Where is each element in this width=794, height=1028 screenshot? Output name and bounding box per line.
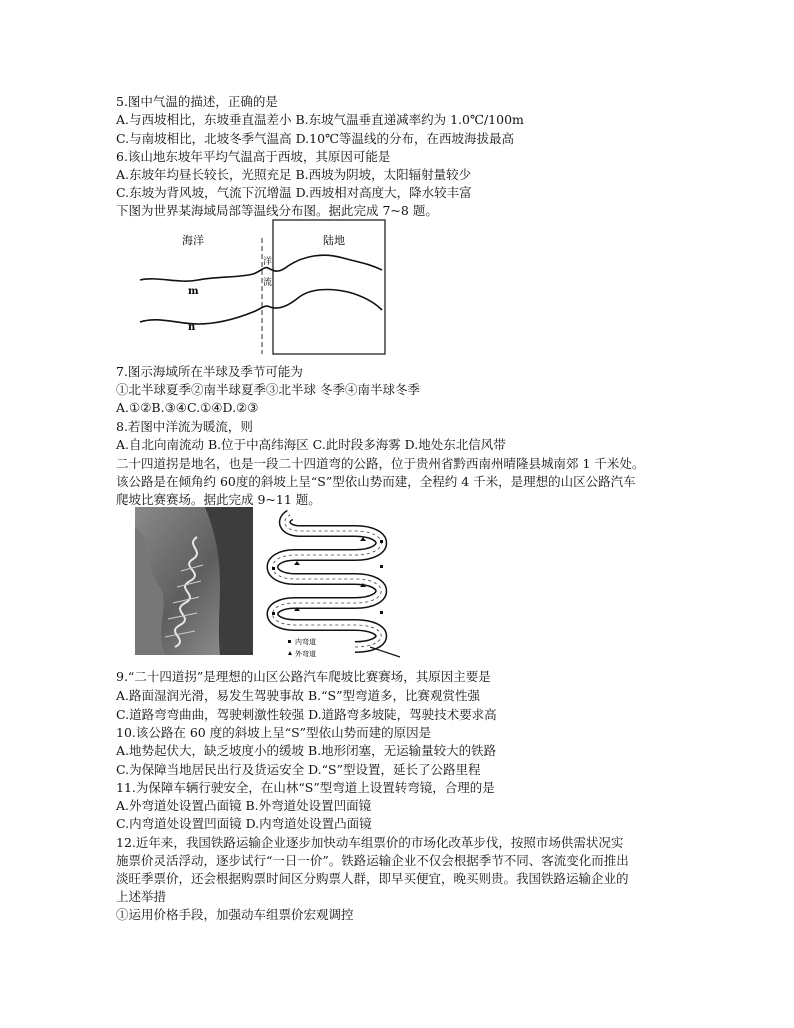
current-label-2: 流 [263, 278, 273, 288]
s-curve-road-diagram [260, 507, 410, 667]
q9-options-ab: A.路面湿润光滑，易发生驾驶事故 B.“S”型弯道多，比赛观赏性强 [116, 688, 480, 703]
q6-options-cd: C.东坡为背风坡，气流下沉增温 D.西坡相对高度大，降水较丰富 [116, 185, 472, 200]
q12-line3: 淡旺季票价，还会根据购票时间区分购票人群，即早买便宜，晚买则贵。我国铁路运输企业的 [116, 871, 629, 886]
q7-options: A.①②B.③④C.①④D.②③ [116, 400, 259, 415]
q7-stem: 7.图示海域所在半球及季节可能为 [116, 364, 303, 379]
land-label: 陆地 [323, 234, 345, 247]
legend-outer-label: 外弯道 [295, 650, 316, 658]
legend-inner-label: 内弯道 [295, 638, 316, 646]
isotherm-m-line [140, 255, 382, 281]
q8-options: A.自北向南流动 B.位于中高纬海区 C.此时段多海雾 D.地处东北信风带 [116, 437, 506, 452]
q6-options-ab: A.东坡年均昼长较长，光照充足 B.西坡为阴坡，太阳辐射量较少 [116, 167, 472, 182]
isotherm-figure [138, 218, 394, 358]
q7-choices: ①北半球夏季②南半球夏季③北半球 冬季④南半球冬季 [116, 382, 420, 397]
q12-line4: 上述举措 [116, 889, 167, 904]
q8-stem: 8.若图中洋流为暖流，则 [116, 419, 253, 434]
q5-options-cd: C.与南坡相比，北坡冬季气温高 D.10℃等温线的分布，在西坡海拔最高 [116, 131, 515, 146]
q5-options-ab: A.与西坡相比，东坡垂直温差小 B.东坡气温垂直递减率约为 1.0℃/100m [116, 112, 524, 127]
intro-9-11-line1: 二十四道拐是地名，也是一段二十四道弯的公路，位于贵州省黔西南州晴隆县城南郊 1 千米处。 [116, 456, 645, 471]
intro-9-11-line3: 爬坡比赛赛场。据此完成 9~11 题。 [116, 492, 321, 507]
q11-options-ab: A.外弯道处设置凸面镜 B.外弯道处设置凹面镜 [116, 798, 372, 813]
isotherm-m-label: m [188, 286, 199, 297]
q10-options-ab: A.地势起伏大，缺乏坡度小的缓坡 B.地形闭塞，无运输量较大的铁路 [116, 743, 497, 758]
isotherm-n-label: n [188, 322, 196, 333]
q9-stem: 9.“二十四道拐”是理想的山区公路汽车爬坡比赛赛场，其原因主要是 [116, 669, 491, 684]
q10-stem: 10.该公路在 60 度的斜坡上呈“S”型依山势而建的原因是 [116, 725, 432, 740]
q6-stem: 6.该山地东坡年平均气温高于西坡，其原因可能是 [116, 149, 391, 164]
current-label-1: 洋 [263, 257, 273, 267]
ocean-label: 海洋 [182, 234, 204, 247]
q11-options-cd: C.内弯道处设置凹面镜 D.内弯道处设置凸面镜 [116, 816, 372, 831]
q12-line2: 施票价灵活浮动，逐步试行“一日一价”。铁路运输企业不仅会根据季节不同、客流变化而推出 [116, 853, 629, 868]
q11-stem: 11.为保障车辆行驶安全，在山林“S”型弯道上设置转弯镜，合理的是 [116, 780, 495, 795]
q10-options-cd: C.为保障当地居民出行及货运安全 D.“S”型设置，延长了公路里程 [116, 762, 481, 777]
q9-options-cd: C.道路弯弯曲曲，驾驶刺激性较强 D.道路弯多坡陡，驾驶技术要求高 [116, 707, 497, 722]
intro-9-11-line2: 该公路是在倾角约 60度的斜坡上呈“S”型依山势而建，全程约 4 千米，是理想的山区公路汽车 [116, 474, 636, 489]
q12-choice1: ①运用价格手段，加强动车组票价宏观调控 [116, 907, 354, 922]
intro-7-8: 下图为世界某海域局部等温线分布图。据此完成 7~8 题。 [116, 203, 438, 218]
q12-line1: 12.近年来，我国铁路运输企业逐步加快动车组票价的市场化改革步伐，按照市场供需状况实 [116, 835, 624, 850]
q5-stem: 5.图中气温的描述，正确的是 [116, 94, 278, 109]
aerial-photo [135, 507, 253, 655]
road-figure [135, 507, 415, 667]
isotherm-n-line [140, 290, 382, 324]
